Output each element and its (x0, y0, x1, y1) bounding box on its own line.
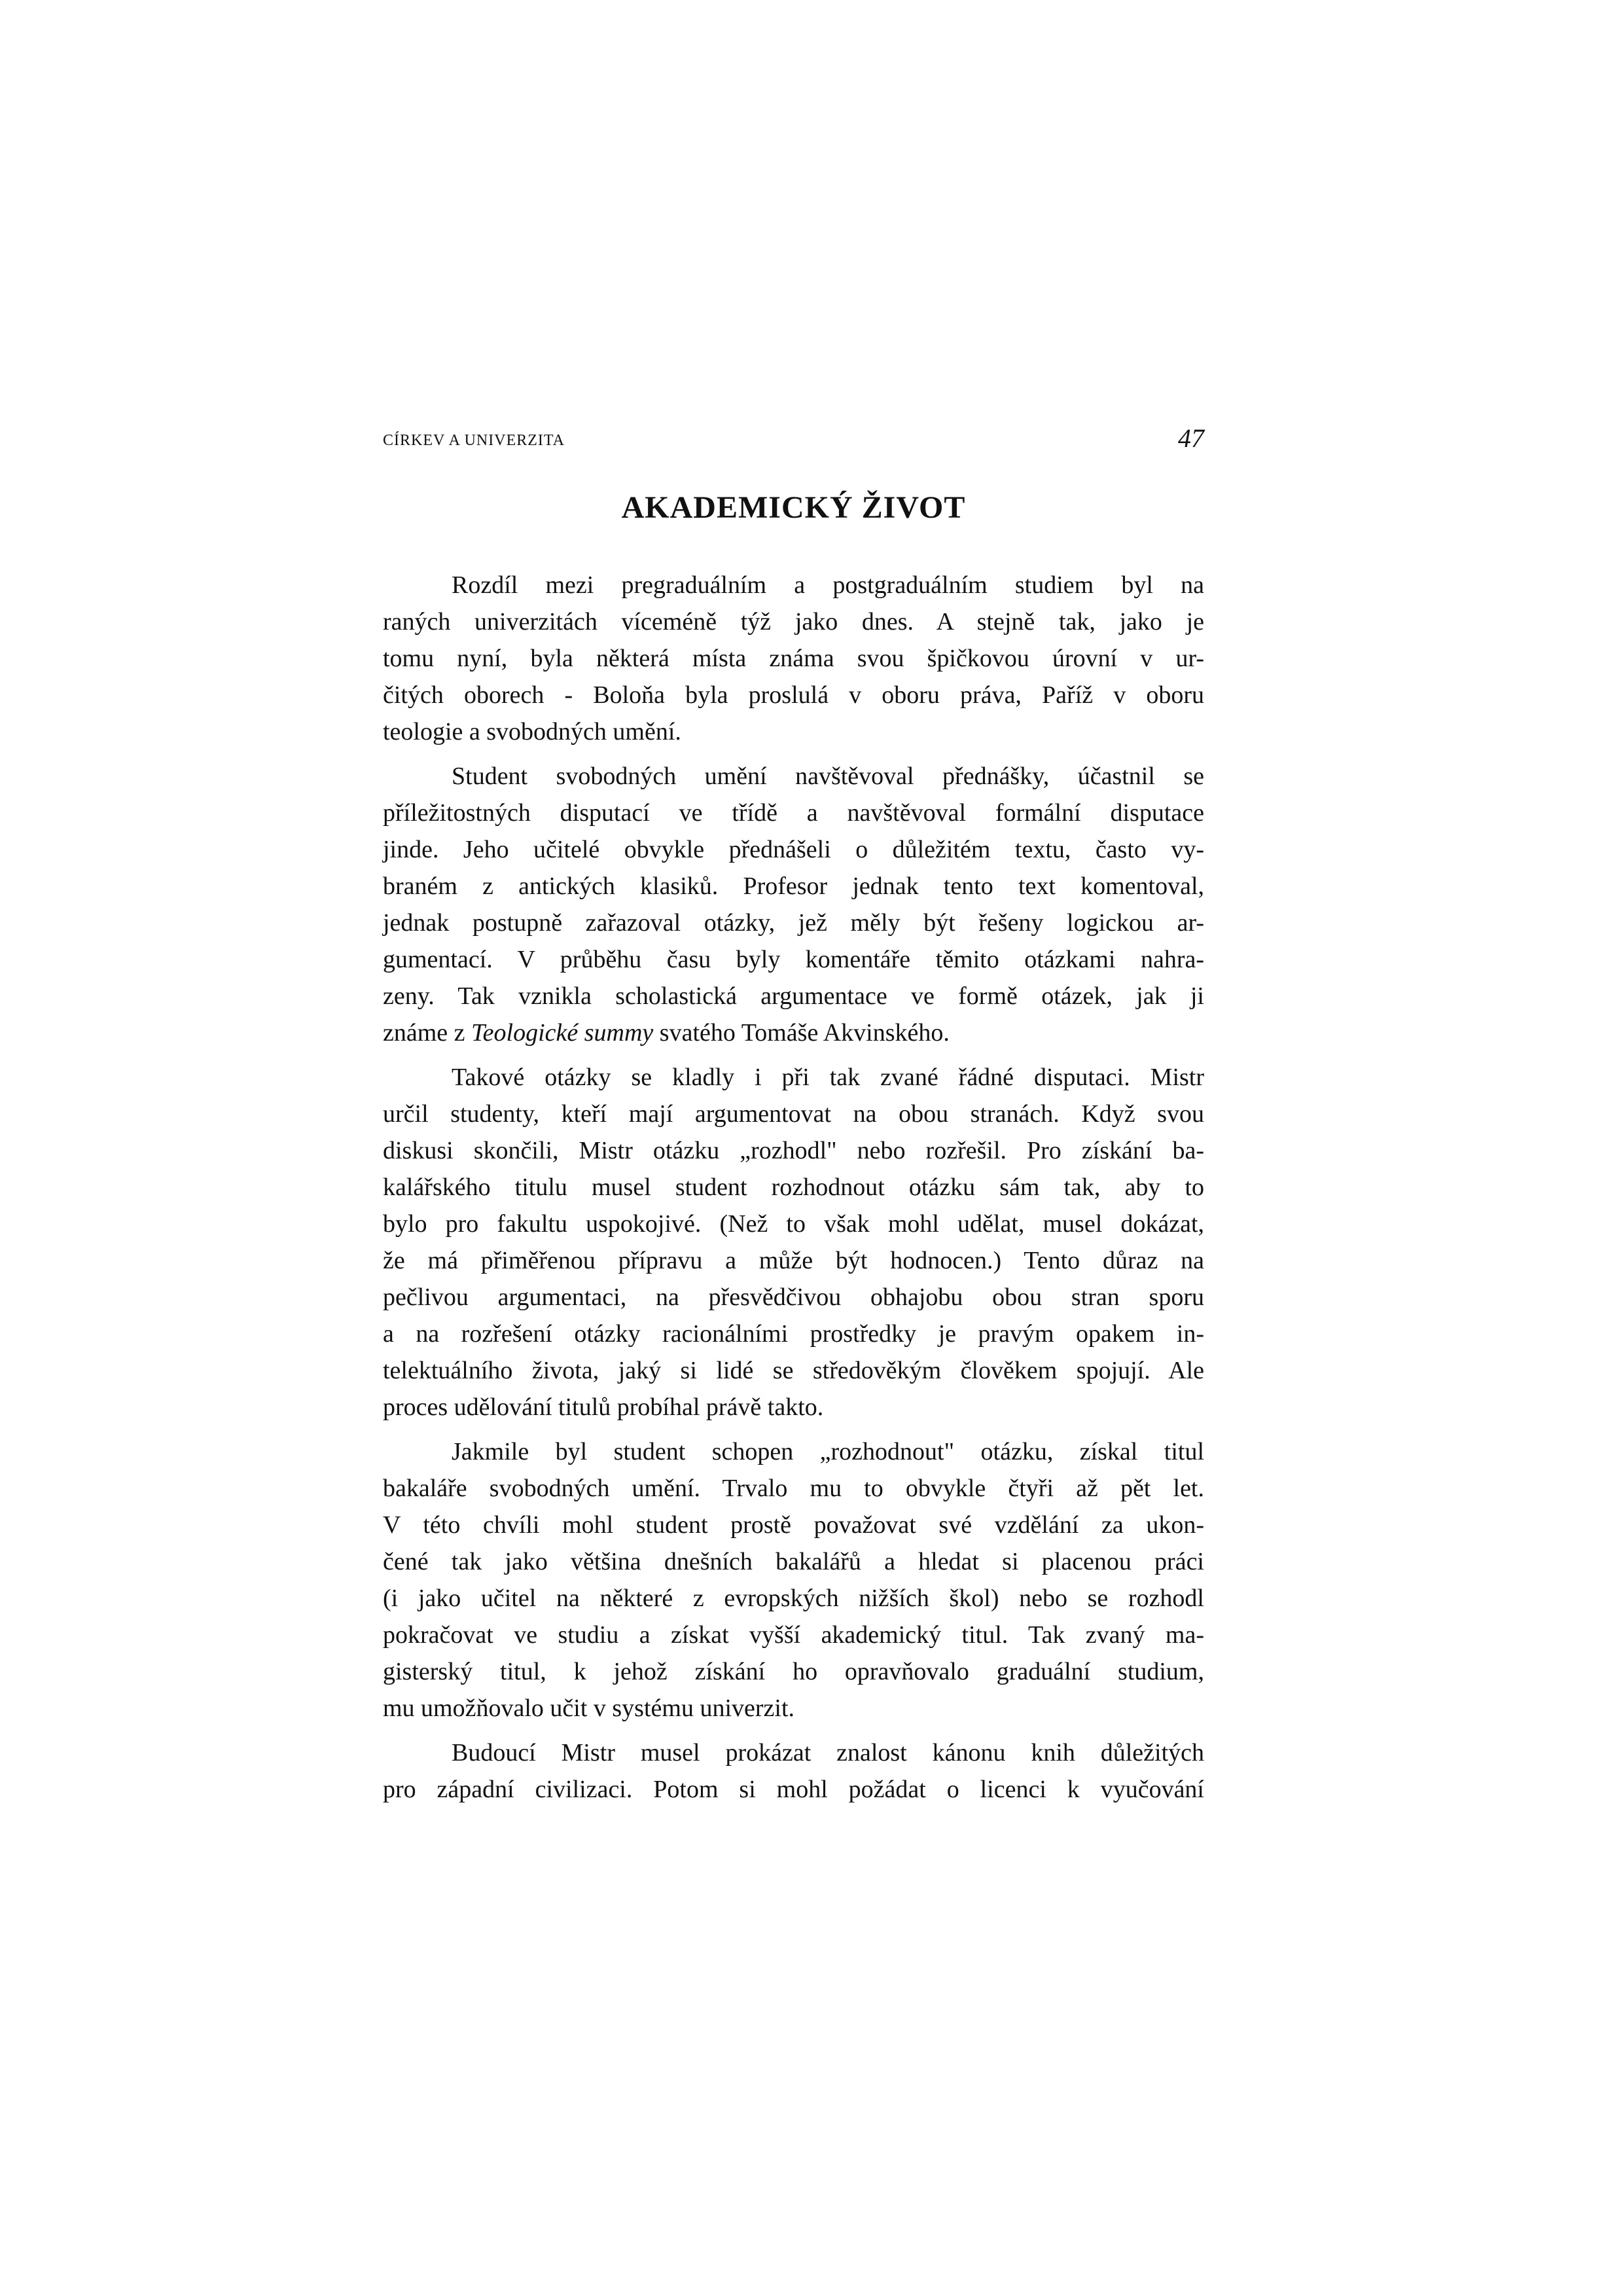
running-title: CÍRKEV A UNIVERZITA (383, 432, 565, 449)
paragraph-4 (383, 1433, 1204, 1727)
paragraph-1 (383, 567, 1204, 750)
text-line: Takové otázky se kladly i při tak zvané řádné disputaci. Mistr (452, 1064, 1204, 1091)
text-line: telektuálního života, jaký si lidé se středověkým člověkem spojují. Ale (383, 1357, 1204, 1384)
text-line: kalářského titulu musel student rozhodnout otázku sám tak, aby to (383, 1174, 1204, 1201)
text-line: příležitostných disputací ve třídě a navštěvoval formální disputace (383, 799, 1204, 827)
text-line: Rozdíl mezi pregraduálním a postgraduálním studiem byl na (452, 571, 1204, 599)
text-line: čitých oborech - Boloňa byla proslulá v oboru práva, Paříž v oboru (383, 681, 1204, 709)
text-line: čené tak jako většina dnešních bakalářů a hledat si placenou práci (383, 1548, 1204, 1575)
text-line: raných univerzitách víceméně týž jako dnes. A stejně tak, jako je (383, 608, 1204, 636)
text-line: jinde. Jeho učitelé obvykle přednášeli o důležitém textu, často vy- (383, 836, 1204, 863)
text-line: a na rozřešení otázky racionálními prostředky je pravým opakem in- (383, 1320, 1204, 1348)
paragraph-5 (383, 1734, 1204, 1808)
text-line: že má přiměřenou přípravu a může být hodnocen.) Tento důraz na (383, 1247, 1204, 1274)
text-line: Budoucí Mistr musel prokázat znalost kánonu knih důležitých (452, 1739, 1204, 1767)
text-line: mu umožňovalo učit v systému univerzit. (383, 1695, 795, 1722)
text-line: V této chvíli mohl student prostě považovat své vzdělání za ukon- (383, 1511, 1204, 1539)
text-line: braném z antických klasiků. Profesor jednak tento text komentoval, (383, 872, 1204, 900)
text-fragment: známe z (383, 1019, 472, 1047)
text-line: pokračovat ve studiu a získat vyšší akademický titul. Tak zvaný ma- (383, 1621, 1204, 1649)
chapter-title: AKADEMICKÝ ŽIVOT (621, 490, 966, 525)
text-line: pečlivou argumentaci, na přesvědčivou obhajobu obou stran sporu (383, 1283, 1204, 1311)
text-line: bakaláře svobodných umění. Trvalo mu to obvykle čtyři až pět let. (383, 1475, 1204, 1502)
text-line: jednak postupně zařazoval otázky, jež měly být řešeny logickou ar- (383, 909, 1204, 937)
text-line: teologie a svobodných umění. (383, 718, 681, 745)
page-number: 47 (1178, 423, 1204, 453)
text-line: gisterský titul, k jehož získání ho opravňovalo graduální studium, (383, 1658, 1204, 1685)
body-text (383, 567, 1204, 1808)
text-fragment: svatého Tomáše Akvinského. (653, 1019, 950, 1047)
text-line: (i jako učitel na některé z evropských nižších škol) nebo se rozhodl (383, 1585, 1204, 1612)
text-line: určil studenty, kteří mají argumentovat na obou stranách. Když svou (383, 1100, 1204, 1128)
text-line: tomu nyní, byla některá místa známa svou špičkovou úrovní v ur- (383, 645, 1204, 672)
text-line: bylo pro fakultu uspokojivé. (Než to však mohl udělat, musel dokázat, (383, 1210, 1204, 1238)
running-head (383, 419, 1204, 458)
paragraph-2 (383, 758, 1204, 1051)
text-line: proces udělování titulů probíhal právě takto. (383, 1393, 824, 1421)
text-line: zeny. Tak vznikla scholastická argumentace ve formě otázek, jak ji (383, 982, 1204, 1010)
text-line: Student svobodných umění navštěvoval přednášky, účastnil se (452, 762, 1204, 790)
text-line (383, 1014, 1204, 1051)
text-line: Jakmile byl student schopen „rozhodnout" otázku, získal titul (452, 1438, 1204, 1465)
paragraph-3 (383, 1059, 1204, 1426)
text-line: pro západní civilizaci. Potom si mohl požádat o licenci k vyučování (383, 1776, 1204, 1803)
text-line: gumentací. V průběhu času byly komentáře těmito otázkami nahra- (383, 946, 1204, 973)
text-line: diskusi skončili, Mistr otázku „rozhodl" nebo rozřešil. Pro získání ba- (383, 1137, 1204, 1164)
book-title-italic: Teologické summy (471, 1019, 654, 1047)
